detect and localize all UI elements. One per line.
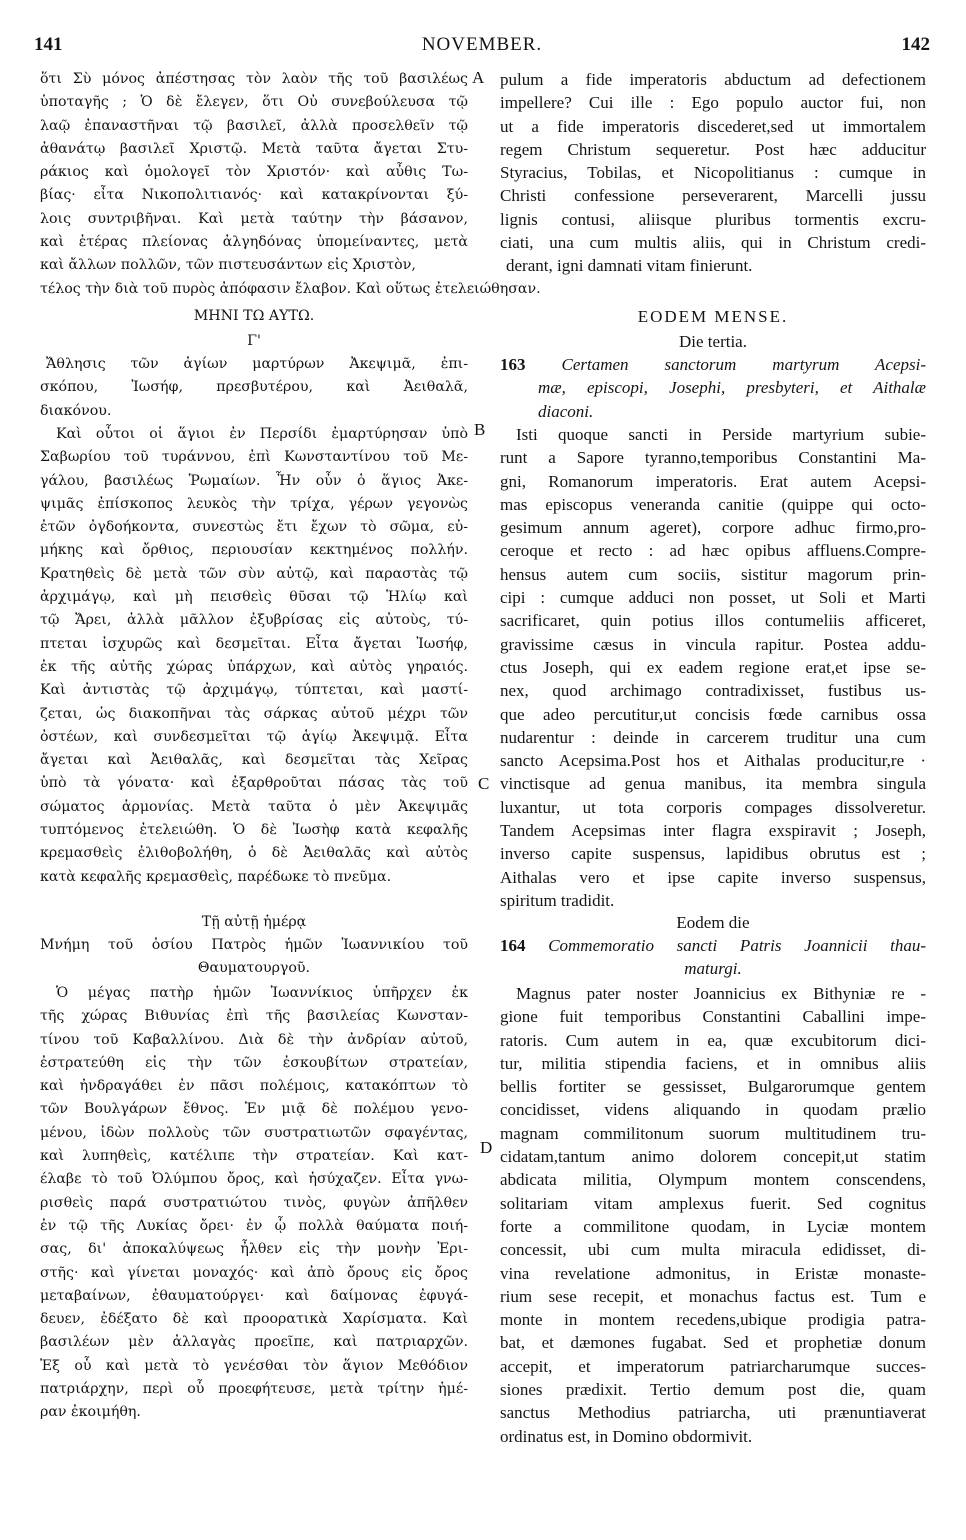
latin-intro-line: ut a fide imperatoris discederet,sed ut immortalem: [500, 116, 926, 136]
latin-body-2: [500, 982, 926, 1448]
latin-body-2-line: magnam commilitonum suorum multitudinem tru-: [500, 1123, 926, 1143]
latin-body-1-line: gravissime cæsus in vincula rapitur. Postea addu-: [500, 634, 926, 654]
greek-title-2-line: Μνήμη τοῦ ὁσίου Πατρὸς ἡμῶν Ἰωαννικίου τοῦ: [40, 937, 468, 953]
greek-body-1-line: γάλου, βασιλέως Ῥωμαίων. Ἦν οὖν ὁ ἅγιος Ἀκε-: [40, 472, 468, 489]
greek-body-1-line: ζεται, ὡς διακοπῆναι τὰς σάρκας αὐτοῦ μέχρι τῶν: [40, 705, 468, 722]
latin-intro-line: Christi confessione perseverarent, Marcelli jussu: [500, 186, 926, 206]
latin-body-1: [500, 423, 926, 912]
greek-body-2-line: Ὁ μέγας πατὴρ ἡμῶν Ἰωαννίκιος ὑπῆρχεν ἐκ: [56, 985, 468, 1001]
greek-body-2-line: καὶ ἠνδραγάθει ἐν πᾶσι πολέμοις, κατακόπτων τὸ: [40, 1078, 468, 1095]
latin-intro-line: pulum a fide imperatoris abductum ad defectionem: [500, 70, 926, 89]
greek-body-1-line: ψιμᾶς ἐπίσκοπος λευκὸς τὴν τρίχα, γέρων γεγονὼς: [40, 495, 468, 512]
latin-body-1-line: sacrificaret, quin potius illos contumeliis afficeret,: [500, 611, 926, 631]
latin-body-2-line: vina revelatione admonitus, in Eristæ monaste-: [500, 1263, 926, 1283]
greek-intro-line: καὶ ἑτέρας πλείονας ἀλγηδόνας ὑπομείναντες, μετὰ: [40, 234, 468, 251]
latin-body-1-line: Isti quoque sancti in Perside martyrium subie-: [516, 425, 926, 444]
greek-body-1-line: τῷ Ἄρει, ἀλλὰ μᾶλλον ἐξυβρίσας εἰς αὐτοὺς, τύ-: [40, 612, 468, 629]
greek-body-2-line: βασιλέων μὲν ἀλλαγὰς προεῖπε, καὶ πατριαρχῶν.: [40, 1334, 468, 1351]
latin-body-1-line: cipi : cumque adduci non posset, ut Soli et Marti: [500, 588, 926, 608]
greek-same-day-heading: Τῇ αὐτῇ ἡμέρᾳ: [201, 914, 307, 930]
latin-title-2: [500, 934, 926, 981]
latin-body-1-line: nudarentur : deinde in carcerem truditur una cum: [500, 727, 926, 747]
greek-body-2-line: μένου, ἰδὼν πολλοὺς τῶν συστρατιωτῶν σφαγέντας,: [40, 1124, 468, 1141]
latin-title-2-line: [500, 934, 926, 957]
latin-body-2-line: monte in montem recedens,ubique prodigia patra-: [500, 1310, 926, 1330]
latin-title-1-text: Certamen sanctorum martyrum Acepsi-: [561, 355, 926, 374]
latin-body-2-line: abdicata militia, Olympum montem conscendens,: [500, 1170, 926, 1190]
greek-body-2-line: καὶ λυπηθεὶς, κατέλιπε τὴν στρατείαν. Καὶ κατ-: [40, 1148, 468, 1165]
latin-body-2-line: cidatam,tantum animo dolorem concepit,ut statim: [500, 1147, 926, 1167]
page-number-left: 141: [34, 34, 63, 55]
greek-body-1-line: Σαβωρίου τοῦ τυράννου, ἐπὶ Κωνσταντίνου τοῦ Με-: [40, 449, 468, 466]
greek-body-2-line: δευεν, ἐδέξατο δὲ καὶ προορατικὰ Χαρίσματα. Καὶ: [40, 1311, 468, 1328]
latin-intro-line: regem Christum sequeretur. Post hæc adducitur: [500, 139, 926, 159]
latin-intro-line: derant, igni damnati vitam finierunt.: [506, 256, 753, 276]
latin-body-2-line: rium sese recepit, et monachus factus est. Tum e: [500, 1286, 926, 1306]
latin-body-1-line: gesimum annum ageret), corpore adhuc firmo,pro-: [500, 518, 926, 538]
latin-body-1-line: Tandem Acepsimas inter flagra exspiravit ; Joseph,: [500, 821, 926, 841]
greek-intro-line: ὅτι Σὺ μόνος ἀπέστησας τὸν λαὸν τῆς τοῦ βασιλέως: [40, 71, 468, 87]
greek-body-2-line: Ἐξ οὗ καὶ μετὰ τὸ γενέσθαι τὸν ἅγιον Μεθόδιον: [40, 1357, 468, 1374]
greek-body-2-line: έλαβε τὸ τοῦ Ὀλύμπου ὄρος, καὶ ἡσύχαζεν. Εἶτα γνω-: [40, 1171, 468, 1188]
latin-title-1: [500, 353, 926, 423]
greek-title-1-line: Ἄθλησις τῶν ἁγίων μαρτύρων Ἀκεψιμᾶ, ἐπι-: [46, 356, 468, 372]
latin-day-heading: Die tertia.: [679, 332, 747, 351]
margin-marker-b: B: [474, 420, 486, 439]
latin-body-2-line: ratoris. Cum autem in ea, quæ excubitorum dici-: [500, 1030, 926, 1050]
entry-number-163: 163: [500, 355, 526, 374]
greek-body-2-line: ἐν τῷ τῆς Λυκίας ὄρει· ἐν ᾧ πολλὰ θαύματα ποιή-: [40, 1217, 468, 1234]
latin-body-1-line: sancto Acepsima.Post hos et Aithalas producitur,re ·: [500, 751, 926, 771]
latin-body-1-line: vinctisque ad genua manibus, ita membra singula: [500, 774, 926, 794]
greek-body-1-line: κατὰ κεφαλῆς κρεμασθεὶς, παρέδωκε τὸ πνεῦμα.: [40, 868, 392, 885]
latin-body-1-line: spiritum tradidit.: [500, 890, 615, 910]
greek-body-1-line: ἐτῶν ὀγδοήκοντα, συνεστὼς ἔτι ἔχων τὸ σῶμα, εὐ-: [40, 519, 468, 536]
greek-body-1-line: πτεται ἰσχυρῶς καὶ δεσμεῖται. Εἶτα ἄγεται Ἰωσήφ,: [40, 635, 468, 652]
greek-title-2-line: Θαυματουργοῦ.: [197, 960, 311, 977]
latin-body-1-line: que adeo percutitur,ut concisis fœde carnibus ossa: [500, 704, 926, 724]
latin-month-heading: EODEM MENSE.: [637, 307, 789, 326]
greek-intro-line: ἀθανάτῳ βασιλεῖ Χριστῷ. Μετὰ ταῦτα ἄγεται Στυ-: [40, 140, 468, 157]
greek-body-1-line: σώματος ἁρμονίας. Μετὰ ταῦτα ὁ μὲν Ἀκεψιμᾶς: [40, 798, 468, 815]
running-title: NOVEMBER.: [421, 34, 543, 55]
latin-title-1-line: [500, 353, 926, 376]
greek-intro-line: ράκιος καὶ ὁμολογεῖ τὸν Χριστόν· καὶ αὖθις Τω-: [40, 164, 468, 181]
latin-body-1-line: hensus autem cum sociis, sistitur magorum prin-: [500, 564, 926, 584]
latin-body-2-line: ordinatus est, in Domino obdormivit.: [500, 1426, 753, 1446]
greek-body-2-line: τίνου τοῦ Καβαλλίνου. Διὰ δὲ τὴν ἀνδρίαν αὐτοῦ,: [40, 1031, 468, 1048]
greek-intro: [40, 68, 468, 278]
greek-body-1: [40, 423, 468, 889]
latin-body-1-line: luxantur, ut tota corporis compages dissolveretur.: [500, 797, 926, 817]
greek-day-heading: Γ': [247, 333, 261, 349]
greek-intro-line: καὶ ἄλλων πολλῶν, τῶν πιστευσάντων εἰς Χριστὸν,: [40, 257, 416, 274]
latin-intro: [500, 68, 926, 278]
greek-body-1-line: Καὶ οὗτοι οἱ ἅγιοι ἐν Περσίδι ἐμαρτύρησαν ὑπὸ: [56, 426, 468, 442]
greek-body-2-line: τῶν Βουλγάρων ἔθνος. Ἐν μιᾷ δὲ πολέμου γενο-: [40, 1101, 468, 1118]
greek-title-1-line: διακόνου.: [40, 402, 112, 419]
latin-body-2-line: tur, militia stipendia faciens, et in omnibus aliis: [500, 1053, 926, 1073]
margin-marker-c: C: [478, 774, 490, 793]
greek-body-1-line: ὑπὸ τὰ γόνατα· καὶ ἐξαρθροῦται πάσας τὰς τοῦ: [40, 775, 468, 792]
greek-title-1: [40, 353, 468, 423]
latin-body-2-line: gione fuit temporibus Constantini Caballini impe-: [500, 1007, 926, 1027]
greek-body-2-line: στῆς· καὶ γίνεται μοναχός· καὶ ἀπὸ ὄρους εἰς ὄρος: [40, 1264, 468, 1281]
latin-intro-line: Styracius, Tobilas, et Nicopolitianus : cumque in: [500, 163, 926, 183]
greek-body-1-line: ὀστέων, καὶ συνδεσμεῖται τῷ ἁγίῳ Ἀκεψιμᾷ. Εἶτα: [40, 728, 468, 745]
latin-body-2-line: forte a commilitone quodam, in Lyciæ montem: [500, 1216, 926, 1236]
greek-body-1-line: τυπτόμενος ἐτελειώθη. Ὁ δὲ Ἰωσὴφ κατὰ κεφαλῆς: [40, 822, 468, 839]
latin-title-1-line: mæ, episcopi, Josephi, presbyteri, et Aithalæ: [538, 378, 926, 398]
greek-body-2-line: πατριάρχην, περὶ οὗ προεφήτευσε, μετὰ τρίτην ἡμέ-: [40, 1381, 468, 1398]
greek-body-2: [40, 982, 468, 1425]
running-header: [34, 34, 930, 58]
greek-body-1-line: μήκης καὶ ὄρθιος, περιουσίαν κεκτημένος πολλήν.: [40, 542, 468, 559]
greek-body-1-line: Κρατηθεὶς δὲ μετὰ τῶν σὺν αὐτῷ, καὶ παραστὰς τῷ: [40, 565, 468, 582]
greek-body-2-line: ραν ἐκοιμήθη.: [40, 1404, 141, 1421]
greek-month-heading: ΜΗΝΙ ΤΩ ΑΥΤΩ.: [193, 308, 315, 324]
entry-number-164: 164: [500, 936, 526, 955]
latin-body-2-line: bellis fortiter se gessisset, Bulgarorumque gentem: [500, 1077, 926, 1097]
margin-marker-a: A: [472, 68, 485, 87]
latin-body-1-line: ceroque et recto : ad hæc opibus affluens.Compre-: [500, 541, 926, 561]
latin-body-1-line: Aithalas vero et ipse capite inverso suspensus,: [500, 867, 926, 887]
latin-body-1-line: nex, quod archimago contradixisset, fustibus us-: [500, 681, 926, 701]
latin-body-2-line: siones prædixit. Tertio demum post die, quam: [500, 1380, 926, 1400]
greek-intro-line: λαῷ ἐπαναστῆναι τῷ βασιλεῖ, ἀλλὰ προσελθεῖν τῷ: [40, 117, 468, 134]
latin-title-1-line: diaconi.: [538, 401, 594, 421]
latin-body-1-line: runt a Sapore tyranno,temporibus Constantini Ma-: [500, 448, 926, 468]
greek-body-2-line: ρισθεὶς παρά συστρατιώτου τινὸς, φυγὼν ἀπῆλθεν: [40, 1194, 468, 1211]
greek-intro-last: [40, 278, 600, 301]
greek-intro-line: βίας· εἶτα Νικοπολιτιανός· καὶ κατακρίνονται ξύ-: [40, 187, 468, 204]
greek-intro-line: λοις συντριβῆναι. Καὶ μετὰ ταύτην τὴν βάσανον,: [40, 210, 468, 227]
greek-intro-last-line: τέλος τὴν διὰ τοῦ πυρὸς ἀπόφασιν ἔλαβον. Καὶ οὕτως ἐτελειώθησαν.: [40, 281, 541, 297]
latin-title-2-line: maturgi.: [684, 959, 742, 979]
latin-intro-line: ciati, una cum multis aliis, qui in Christum credi-: [500, 233, 926, 253]
latin-body-2-line: solitariam vitam amplexus fuerit. Sed cognitus: [500, 1193, 926, 1213]
greek-body-2-line: τῆς χώρας Βιθυνίας ἐπὶ τῆς βασιλείας Κωνσταν-: [40, 1008, 468, 1025]
greek-body-1-line: ἐκ τῆς αὐτῆς χώρας ὑπάρχων, καὶ αὐτὸς γηραιός.: [40, 658, 468, 675]
latin-body-1-line: mas episcopus veneranda canitie (quippe qui octo-: [500, 494, 926, 514]
latin-body-2-line: bat, et dæmones fugabat. Sed et prophetiæ donum: [500, 1333, 926, 1353]
latin-body-2-line: sanctus Methodius patriarcha, uti prænuntiaverat: [500, 1403, 926, 1423]
greek-body-1-line: ἄγεται καὶ Ἀειθαλᾶς, καὶ δεσμεῖται τὰς Χεῖρας: [40, 752, 468, 769]
latin-body-1-line: inverso capite suspensus, lapidibus obrutus est ;: [500, 844, 926, 864]
greek-body-1-line: ἀρχιμάγῳ, καὶ μὴ πεισθεὶς θῦσαι τῷ Ἡλίῳ καὶ: [40, 589, 468, 606]
latin-body-2-line: concessit, ubi cum multa miracula edidisset, di-: [500, 1240, 926, 1260]
latin-body-2-line: Magnus pater noster Joannicius ex Bithyniæ re -: [516, 984, 926, 1003]
greek-body-1-line: Καὶ ἀντιστὰς τῷ ἀρχιμάγῳ, τύπτεται, καὶ μαστί-: [40, 682, 468, 699]
latin-body-1-line: ctus Joseph, qui ex eadem regione erat,et ipse se-: [500, 657, 926, 677]
greek-body-2-line: ἐστρατεύθη εἰς τὴν τῶν ἐσκουβίτων στρατείαν,: [40, 1054, 468, 1071]
latin-body-2-line: accepit, et imperatorum patriarcharumque succes-: [500, 1356, 926, 1376]
greek-title-1-line: σκόπου, Ἰωσήφ, πρεσβυτέρου, καὶ Ἀειθαλᾶ,: [40, 379, 468, 396]
greek-intro-line: ὑποταγῆς ; Ὁ δὲ ἔλεγεν, ὅτι Οὐ συνεβούλευσα τῷ: [40, 94, 468, 111]
latin-body-2-line: concidisset, videns aliquando in quodam prælio: [500, 1100, 926, 1120]
page-number-right: 142: [901, 34, 930, 55]
greek-body-1-line: κρεμασθεὶς ἐλιθοβολήθη, ὁ δὲ Ἀειθαλᾶς καὶ αὐτὸς: [40, 845, 468, 862]
greek-body-2-line: μεταβαίνων, ἐθαυματούργει· καὶ δαίμονας ἐφυγά-: [40, 1287, 468, 1304]
latin-same-day-heading: Eodem die: [676, 913, 750, 932]
greek-title-2: [40, 934, 468, 981]
margin-marker-d: D: [480, 1138, 493, 1157]
greek-body-2-line: σας, δι' ἀποκαλύψεως ἦλθεν εἰς τὴν μονὴν Ἐρι-: [40, 1241, 468, 1258]
latin-intro-line: lignis contusi, aliisque pluribus tormentis excru-: [500, 209, 926, 229]
latin-title-2-text: Commemoratio sancti Patris Joannicii thau-: [548, 936, 926, 955]
latin-intro-line: impellere? Cui ille : Ego populo auctor fui, non: [500, 93, 926, 113]
latin-body-1-line: gni, Romanorum imperatoris. Erat autem Acepsi-: [500, 471, 926, 491]
